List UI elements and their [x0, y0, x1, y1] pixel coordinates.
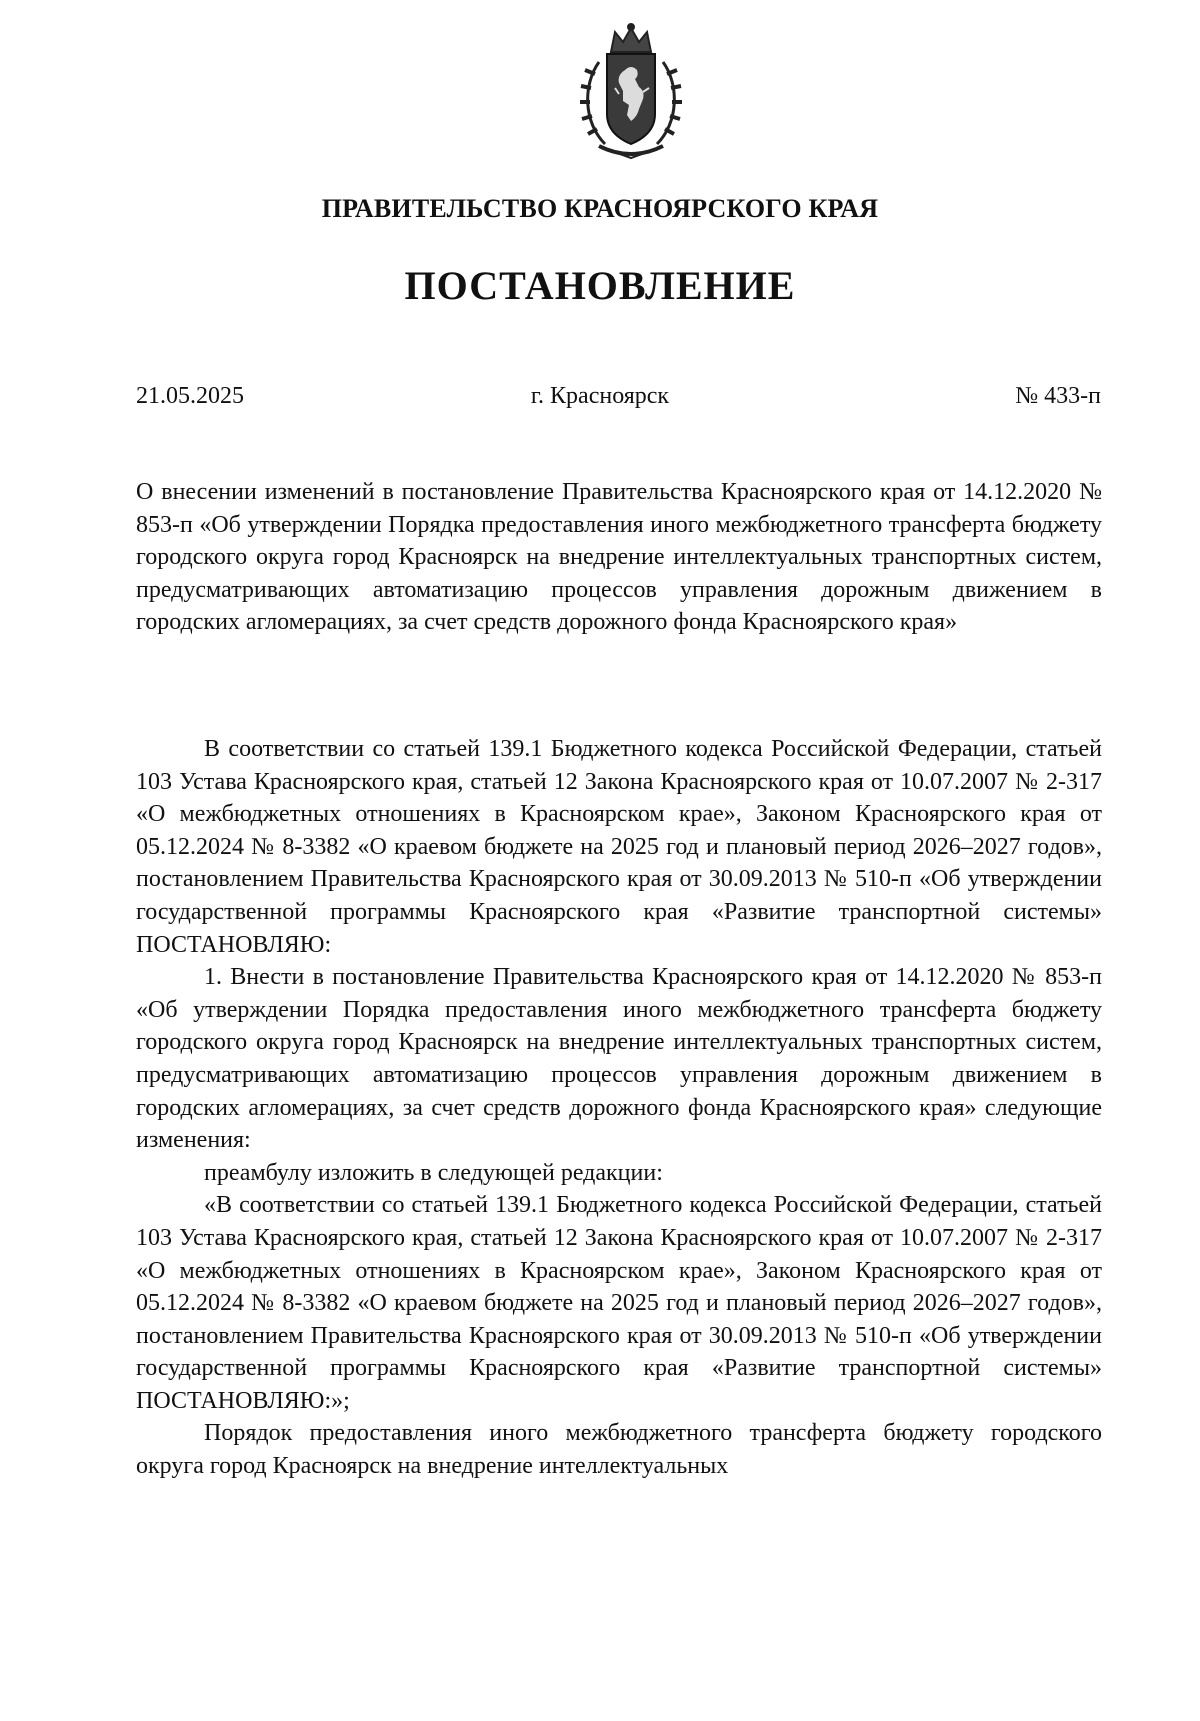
document-city: г. Красноярск: [530, 383, 670, 409]
document-type-heading: ПОСТАНОВЛЕНИЕ: [404, 263, 796, 308]
document-number: № 433-п: [1015, 383, 1101, 409]
document-title: О внесении изменений в постановление Правительства Красноярского края от 14.12.2020 № 853-п «Об утверждении Порядка предоставления иного межбюджетного трансферта бюджету городского округа город Красноярск на внедрение интеллектуальных транспортных систем, предусматривающих автоматизацию процессов управления дорожным движением в городских агломерациях, за счет средств дорожного фонда Красноярского края»: [136, 479, 1102, 636]
body-paragraph: В соответствии со статьей 139.1 Бюджетного кодекса Российской Федерации, статьей 103 Устава Красноярского края, статьей 12 Закона Красноярского края от 10.07.2007 № 2-317 «О межбюджетных отношениях в Красноярском крае», Законом Красноярского края от 05.12.2024 № 8-3382 «О краевом бюджете на 2025 год и плановый период 2026–2027 годов», постановлением Правительства Красноярского края от 30.09.2013 № 510-п «Об утверждении государственной программы Красноярского края «Развитие транспортной системы» ПОСТАНОВЛЯЮ:: [136, 736, 1102, 958]
organization-name: ПРАВИТЕЛЬСТВО КРАСНОЯРСКОГО КРАЯ: [321, 194, 879, 223]
document-body: [136, 733, 1102, 1483]
krasnoyarsk-coat-of-arms-icon: [569, 22, 693, 164]
body-paragraph: 1. Внести в постановление Правительства Красноярского края от 14.12.2020 № 853-п «Об утверждении Порядка предоставления иного межбюджетного трансферта бюджету городского округа город Красноярск на внедрение интеллектуальных транспортных систем, предусматривающих автоматизацию процессов управления дорожным движением в городских агломерациях, за счет средств дорожного фонда Красноярского края» следующие изменения:: [136, 964, 1102, 1154]
document-date: 21.05.2025: [136, 383, 244, 409]
body-paragraph: преамбулу изложить в следующей редакции:: [204, 1159, 663, 1186]
body-paragraph: «В соответствии со статьей 139.1 Бюджетного кодекса Российской Федерации, статьей 103 Устава Красноярского края, статьей 12 Закона Красноярского края от 10.07.2007 № 2-317 «О межбюджетных отношениях в Красноярском крае», Законом Красноярского края от 05.12.2024 № 8-3382 «О краевом бюджете на 2025 год и плановый период 2026–2027 годов», постановлением Правительства Красноярского края от 30.09.2013 № 510-п «Об утверждении государственной программы Красноярского края «Развитие транспортной системы» ПОСТАНОВЛЯЮ:»;: [136, 1192, 1102, 1414]
body-paragraph: Порядок предоставления иного межбюджетного трансферта бюджету городского округа город Красноярск на внедрение интеллектуальных: [136, 1420, 1102, 1480]
